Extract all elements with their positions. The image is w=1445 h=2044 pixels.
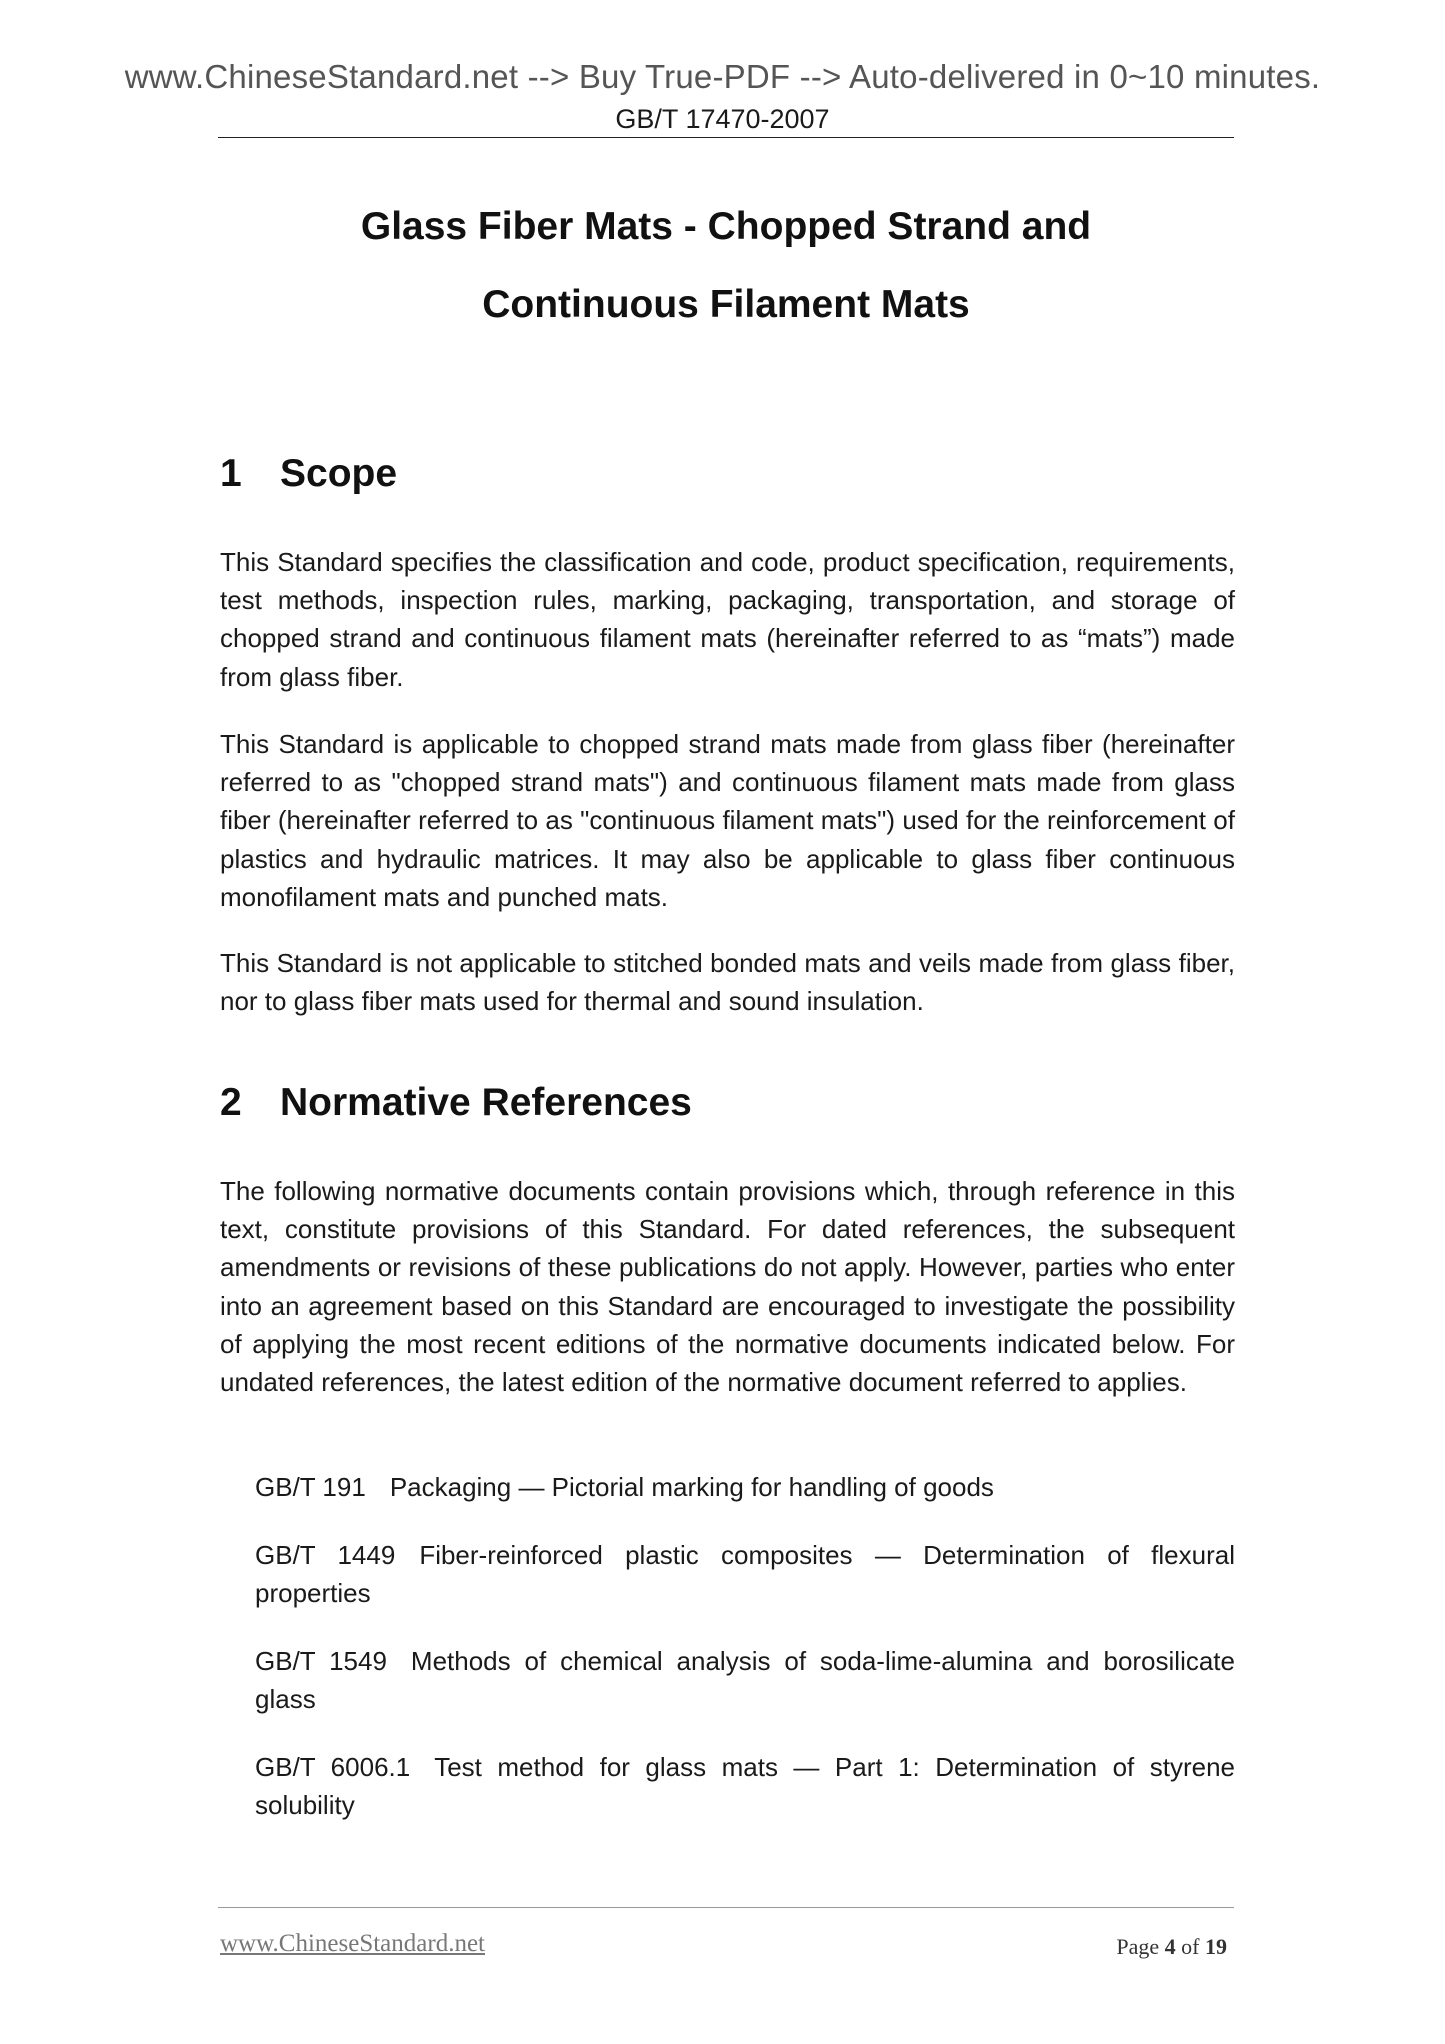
scope-paragraph-1: This Standard specifies the classification and code, product specification, requirements, test methods, inspection rules, marking, packaging, transportation, and storage of chopped strand and continuous filament mats (hereinafter referred to as “mats”) made from glass fiber. — [220, 547, 1235, 692]
reference-title: Fiber-reinforced plastic composites — Determination of flexural properties — [255, 1540, 1235, 1609]
section-number: 2 — [220, 1081, 242, 1124]
reference-code: GB/T 1449 — [255, 1540, 396, 1570]
section-title: Scope — [280, 452, 398, 495]
reference-title: Packaging — Pictorial marking for handling of goods — [389, 1472, 994, 1502]
page-current: 4 — [1164, 1934, 1176, 1959]
reference-item — [255, 1468, 1235, 1506]
scope-paragraph-3: This Standard is not applicable to stitched bonded mats and veils made from glass fiber, nor to glass fiber mats used for thermal and sound insulation. — [220, 948, 1235, 1017]
reference-title: Methods of chemical analysis of soda-lime-alumina and borosilicate glass — [255, 1646, 1235, 1715]
document-title — [218, 188, 1234, 344]
reference-item — [255, 1748, 1235, 1824]
footer-rule — [218, 1907, 1234, 1908]
reference-item — [255, 1536, 1235, 1612]
page-total: 19 — [1205, 1934, 1227, 1959]
reference-title: Test method for glass mats — Part 1: Determination of styrene solubility — [255, 1752, 1236, 1821]
section-heading-normative-references — [220, 1081, 692, 1125]
reference-code: GB/T 1549 — [255, 1646, 387, 1676]
references-intro-paragraph: The following normative documents contain provisions which, through reference in this text, constitute provisions of this Standard. For dated references, the subsequent amendments or revisions of these publications do not apply. However, parties who enter into an agreement based on this Standard are encouraged to investigate the possibility of applying the most recent editions of the normative documents indicated below. For undated references, the latest edition of the normative document referred to applies. — [220, 1176, 1235, 1398]
scope-paragraph-2: This Standard is applicable to chopped strand mats made from glass fiber (hereinafter referred to as "chopped strand mats") and continuous filament mats made from glass fiber (hereinafter referred to as "continuous filament mats") used for the reinforcement of plastics and hydraulic matrices. It may also be applicable to glass fiber continuous monofilament mats and punched mats. — [220, 729, 1235, 912]
title-line-2: Continuous Filament Mats — [482, 283, 970, 326]
section-title: Normative References — [280, 1081, 692, 1124]
reference-code: GB/T 6006.1 — [255, 1752, 411, 1782]
title-line-1: Glass Fiber Mats - Chopped Strand and — [360, 205, 1092, 248]
page-word: Page — [1116, 1934, 1160, 1959]
top-banner: www.ChineseStandard.net --> Buy True-PDF --> Auto-delivered in 0~10 minutes. — [124, 58, 1321, 95]
header-rule — [218, 137, 1234, 138]
section-heading-scope — [220, 452, 397, 496]
section-number: 1 — [220, 452, 242, 495]
reference-item — [255, 1642, 1235, 1718]
page-indicator — [1116, 1934, 1227, 1960]
page-of: of — [1181, 1934, 1200, 1959]
reference-code: GB/T 191 — [255, 1472, 366, 1502]
footer-site-link[interactable]: www.ChineseStandard.net — [220, 1930, 485, 1957]
standard-code: GB/T 17470-2007 — [615, 104, 830, 134]
